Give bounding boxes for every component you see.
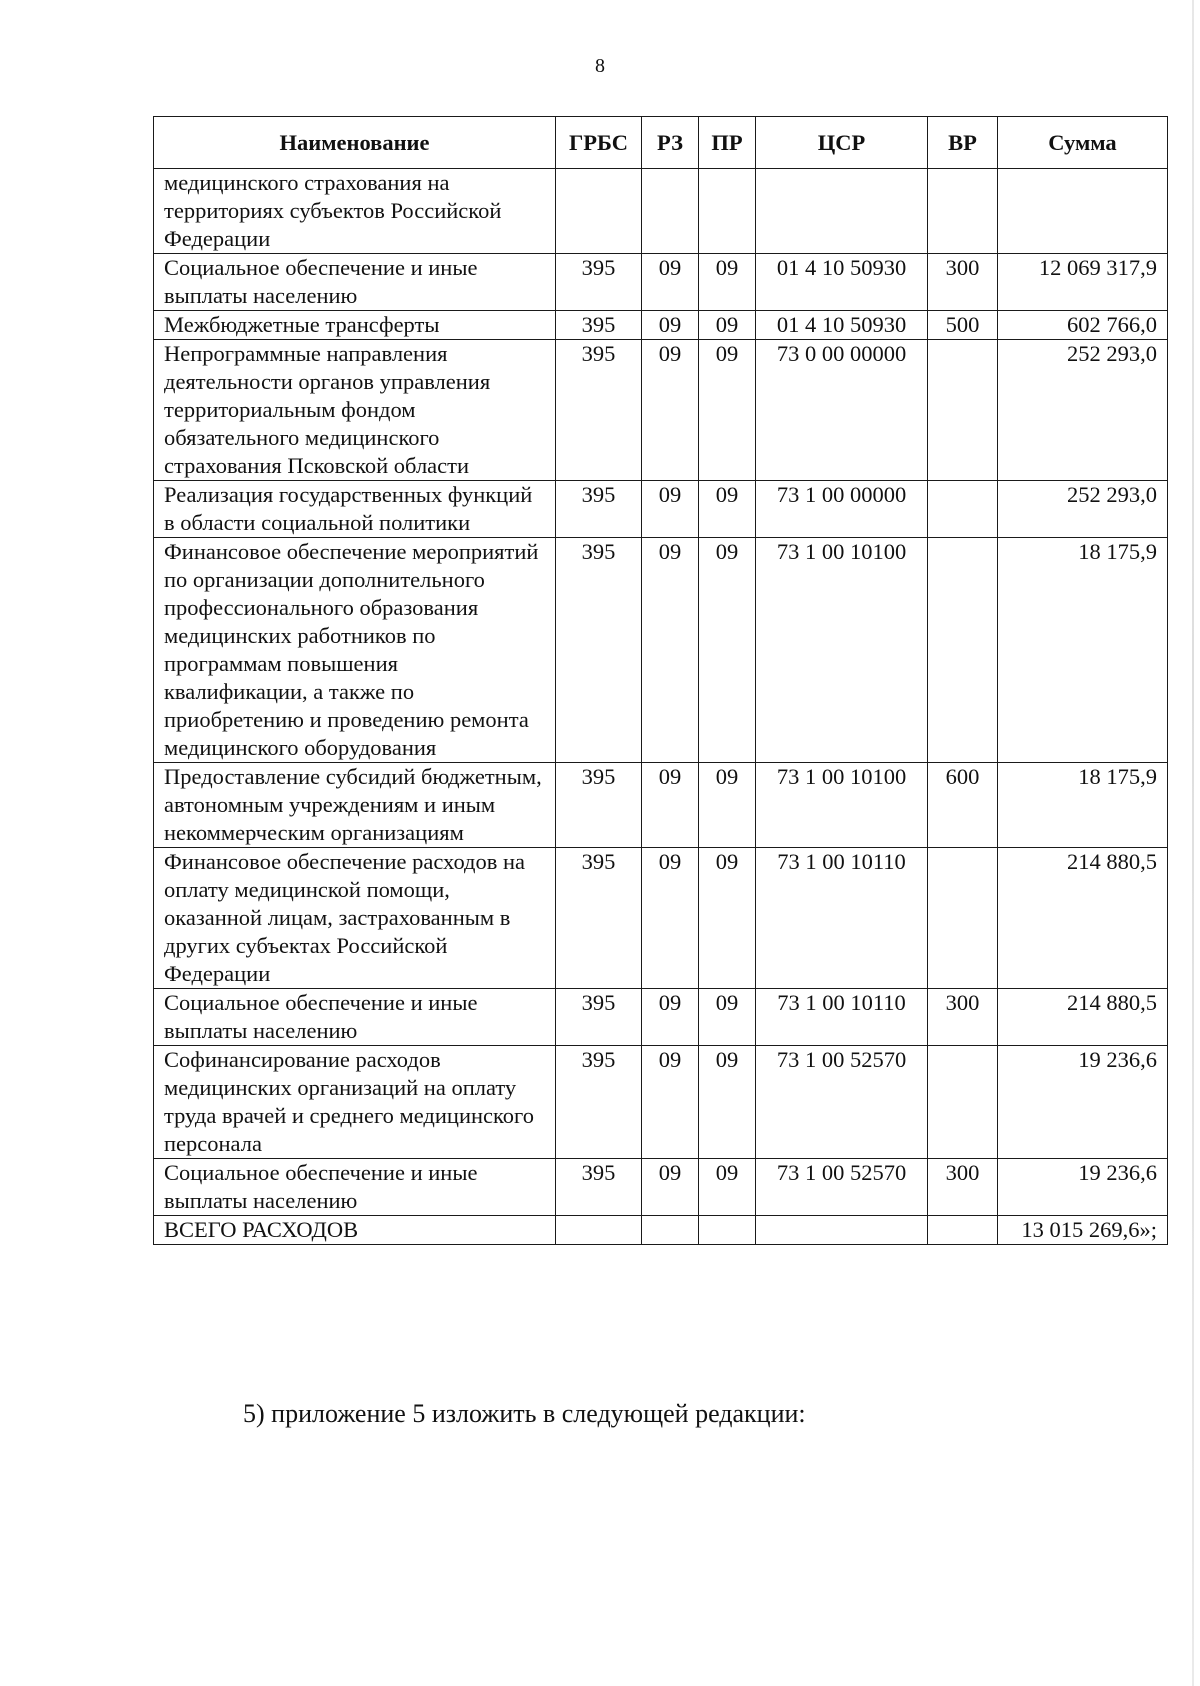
cell-rz: 09 [642, 538, 699, 763]
cell-name: Непрограммные направления деятельности органов управления территориальным фондом обязательного медицинского страхования Псковской области [154, 340, 556, 481]
cell-sum: 18 175,9 [998, 763, 1168, 848]
cell-pr: 09 [699, 538, 756, 763]
cell-csr: 73 1 00 52570 [756, 1159, 928, 1216]
cell-vr: 300 [928, 254, 998, 311]
cell-pr: 09 [699, 1046, 756, 1159]
cell-grbs: 395 [556, 1159, 642, 1216]
cell-rz [642, 1216, 699, 1245]
cell-vr: 500 [928, 311, 998, 340]
cell-vr [928, 538, 998, 763]
cell-name: Социальное обеспечение и иные выплаты населению [154, 1159, 556, 1216]
cell-csr: 73 1 00 10100 [756, 538, 928, 763]
cell-rz: 09 [642, 1046, 699, 1159]
table-row [154, 848, 1168, 989]
cell-sum: 19 236,6 [998, 1046, 1168, 1159]
cell-vr [928, 848, 998, 989]
cell-name: Предоставление субсидий бюджетным, автономным учреждениям и иным некоммерческим организациям [154, 763, 556, 848]
table-row [154, 989, 1168, 1046]
cell-sum: 252 293,0 [998, 340, 1168, 481]
cell-pr: 09 [699, 763, 756, 848]
table-row [154, 1046, 1168, 1159]
table-total-row [154, 1216, 1168, 1245]
cell-name: Межбюджетные трансферты [154, 311, 556, 340]
cell-grbs: 395 [556, 848, 642, 989]
cell-grbs [556, 169, 642, 254]
cell-vr [928, 340, 998, 481]
cell-sum: 18 175,9 [998, 538, 1168, 763]
header-vr: ВР [928, 117, 998, 169]
cell-name: Софинансирование расходов медицинских организаций на оплату труда врачей и среднего медицинского персонала [154, 1046, 556, 1159]
cell-rz: 09 [642, 481, 699, 538]
cell-csr: 73 1 00 00000 [756, 481, 928, 538]
cell-name: медицинского страхования на территориях субъектов Российской Федерации [154, 169, 556, 254]
table-row [154, 340, 1168, 481]
cell-csr [756, 169, 928, 254]
header-pr: ПР [699, 117, 756, 169]
cell-grbs: 395 [556, 989, 642, 1046]
cell-sum: 252 293,0 [998, 481, 1168, 538]
cell-csr: 01 4 10 50930 [756, 254, 928, 311]
header-grbs: ГРБС [556, 117, 642, 169]
header-rz: РЗ [642, 117, 699, 169]
cell-sum: 214 880,5 [998, 848, 1168, 989]
cell-pr [699, 1216, 756, 1245]
cell-vr: 300 [928, 1159, 998, 1216]
cell-sum: 12 069 317,9 [998, 254, 1168, 311]
cell-rz: 09 [642, 311, 699, 340]
cell-sum: 602 766,0 [998, 311, 1168, 340]
cell-total-label: ВСЕГО РАСХОДОВ [154, 1216, 556, 1245]
cell-rz [642, 169, 699, 254]
cell-csr: 73 1 00 52570 [756, 1046, 928, 1159]
cell-vr [928, 169, 998, 254]
cell-grbs: 395 [556, 1046, 642, 1159]
cell-rz: 09 [642, 848, 699, 989]
budget-table [153, 116, 1168, 1245]
cell-pr: 09 [699, 340, 756, 481]
cell-name: Финансовое обеспечение мероприятий по организации дополнительного профессионального образования медицинских работников по программам повышения квалификации, а также по приобретению и проведению ремонта медицинского оборудования [154, 538, 556, 763]
cell-vr: 600 [928, 763, 998, 848]
cell-total-sum: 13 015 269,6»; [998, 1216, 1168, 1245]
cell-vr [928, 1046, 998, 1159]
cell-rz: 09 [642, 340, 699, 481]
cell-csr [756, 1216, 928, 1245]
cell-pr: 09 [699, 254, 756, 311]
cell-pr [699, 169, 756, 254]
cell-pr: 09 [699, 1159, 756, 1216]
table-row [154, 311, 1168, 340]
cell-grbs: 395 [556, 763, 642, 848]
cell-vr [928, 1216, 998, 1245]
amendment-text: 5) приложение 5 изложить в следующей редакции: [243, 1399, 806, 1428]
table-row [154, 538, 1168, 763]
header-sum: Сумма [998, 117, 1168, 169]
cell-csr: 73 1 00 10110 [756, 848, 928, 989]
cell-csr: 73 0 00 00000 [756, 340, 928, 481]
cell-sum: 214 880,5 [998, 989, 1168, 1046]
cell-grbs: 395 [556, 254, 642, 311]
cell-vr [928, 481, 998, 538]
cell-name: Финансовое обеспечение расходов на оплату медицинской помощи, оказанной лицам, застрахованным в других субъектах Российской Федерации [154, 848, 556, 989]
cell-name: Социальное обеспечение и иные выплаты населению [154, 989, 556, 1046]
cell-grbs: 395 [556, 481, 642, 538]
cell-grbs: 395 [556, 311, 642, 340]
cell-pr: 09 [699, 481, 756, 538]
cell-rz: 09 [642, 254, 699, 311]
cell-grbs [556, 1216, 642, 1245]
cell-sum: 19 236,6 [998, 1159, 1168, 1216]
table-row [154, 763, 1168, 848]
cell-grbs: 395 [556, 538, 642, 763]
cell-name: Реализация государственных функций в области социальной политики [154, 481, 556, 538]
cell-name: Социальное обеспечение и иные выплаты населению [154, 254, 556, 311]
cell-csr: 73 1 00 10110 [756, 989, 928, 1046]
cell-pr: 09 [699, 311, 756, 340]
table-header-row [154, 117, 1168, 169]
cell-pr: 09 [699, 989, 756, 1046]
cell-csr: 01 4 10 50930 [756, 311, 928, 340]
cell-rz: 09 [642, 1159, 699, 1216]
table-row [154, 481, 1168, 538]
cell-grbs: 395 [556, 340, 642, 481]
table-row [154, 1159, 1168, 1216]
cell-sum [998, 169, 1168, 254]
cell-vr: 300 [928, 989, 998, 1046]
scan-edge [1192, 0, 1194, 1686]
page-number: 8 [595, 55, 605, 77]
cell-csr: 73 1 00 10100 [756, 763, 928, 848]
header-csr: ЦСР [756, 117, 928, 169]
table-row [154, 169, 1168, 254]
table-row [154, 254, 1168, 311]
cell-pr: 09 [699, 848, 756, 989]
header-name: Наименование [154, 117, 556, 169]
cell-rz: 09 [642, 989, 699, 1046]
cell-rz: 09 [642, 763, 699, 848]
